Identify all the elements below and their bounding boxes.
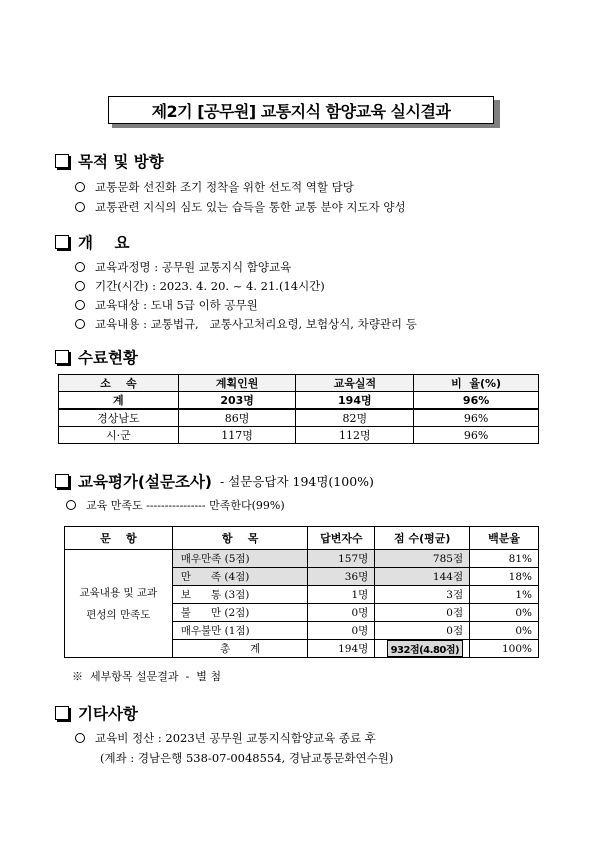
item-text: 교통문화 선진화 조기 정착을 위한 선도적 역할 담당 bbox=[95, 180, 354, 194]
table-cell: 만 족 (4점) bbox=[172, 568, 308, 586]
section-completion-heading bbox=[55, 346, 138, 368]
table-cell: 매우만족 (5점) bbox=[172, 550, 308, 568]
item-text: 교통관련 지식의 심도 있는 습득을 통한 교통 분야 지도자 양성 bbox=[95, 200, 406, 214]
table-cell: 보 통 (3점) bbox=[172, 586, 308, 604]
table-cell: 117명 bbox=[178, 427, 296, 444]
section-evaluation-heading bbox=[55, 470, 374, 492]
header-cell: 교육실적 bbox=[296, 375, 414, 392]
table-cell: 1% bbox=[470, 586, 539, 604]
item-text: 교육 만족도 ---------------- 만족한다(99%) bbox=[86, 499, 285, 512]
header-cell: 점 수(평균) bbox=[375, 527, 470, 550]
item-text: 교육대상 : 도내 5급 이하 공무원 bbox=[95, 298, 258, 312]
header-cell: 답변자수 bbox=[308, 527, 375, 550]
question-cell: 교육내용 및 교과편성의 만족도 bbox=[65, 550, 173, 658]
overview-item-2 bbox=[75, 278, 325, 294]
table-row bbox=[59, 409, 539, 427]
table-cell: 총 계 bbox=[172, 640, 308, 658]
item-text: 교육내용 : 교통법규, 교통사고처리요령, 보험상식, 차량관리 등 bbox=[95, 317, 417, 331]
section-heading-text: 수료현황 bbox=[78, 349, 138, 367]
table-row-total bbox=[59, 392, 539, 410]
item-text: 교육비 정산 : 2023년 공무원 교통지식함양교육 종료 후 bbox=[95, 731, 376, 745]
table-cell: 81% bbox=[470, 550, 539, 568]
table-cell: 불 만 (2점) bbox=[172, 604, 308, 622]
circle-bullet-icon bbox=[75, 262, 85, 272]
table-cell: 194명 bbox=[308, 640, 375, 658]
item-text: 교육과정명 : 공무원 교통지식 함양교육 bbox=[95, 260, 292, 274]
table-cell: 시·군 bbox=[59, 427, 179, 444]
circle-bullet-icon bbox=[75, 733, 85, 743]
header-cell: 백분율 bbox=[470, 527, 539, 550]
overview-item-3 bbox=[75, 297, 258, 313]
checkbox-icon bbox=[55, 235, 69, 249]
circle-bullet-icon bbox=[75, 300, 85, 310]
table-cell: 1명 bbox=[308, 586, 375, 604]
account-info: (계좌 : 경남은행 538-07-0048554, 경남교통문화연수원) bbox=[100, 751, 394, 765]
section-other-heading bbox=[55, 702, 138, 724]
table-cell: 100% bbox=[470, 640, 539, 658]
table-cell: 0점 bbox=[375, 622, 470, 640]
table-cell: 0점 bbox=[375, 604, 470, 622]
table-cell: 144점 bbox=[375, 568, 470, 586]
table-cell: 0명 bbox=[308, 604, 375, 622]
overview-item-4 bbox=[75, 316, 417, 332]
table-row bbox=[59, 427, 539, 444]
header-cell: 비 율(%) bbox=[414, 375, 539, 392]
evaluation-table bbox=[64, 526, 539, 658]
circle-bullet-icon bbox=[75, 202, 85, 212]
header-cell: 소 속 bbox=[59, 375, 179, 392]
table-cell: 계 bbox=[59, 392, 179, 410]
purpose-item-2 bbox=[75, 199, 406, 215]
page-title-box bbox=[108, 96, 496, 126]
checkbox-icon bbox=[55, 350, 69, 364]
table-cell: 0% bbox=[470, 622, 539, 640]
table-cell: 0명 bbox=[308, 622, 375, 640]
header-cell: 항 목 bbox=[172, 527, 308, 550]
page-title: 제2기 [공무원] 교통지식 함양교육 실시결과 bbox=[108, 96, 494, 124]
table-cell: 86명 bbox=[178, 409, 296, 427]
section-overview-heading bbox=[55, 231, 130, 253]
table-cell: 82명 bbox=[296, 409, 414, 427]
table-cell: 157명 bbox=[308, 550, 375, 568]
total-score-cell bbox=[375, 640, 470, 658]
header-cell: 문 항 bbox=[65, 527, 173, 550]
checkbox-icon bbox=[55, 154, 69, 168]
checkbox-icon bbox=[55, 706, 69, 720]
table-cell: 3점 bbox=[375, 586, 470, 604]
other-item-1 bbox=[75, 730, 376, 746]
table-row bbox=[65, 550, 539, 568]
completion-table bbox=[58, 374, 539, 444]
section-heading-text: 개 요 bbox=[78, 234, 130, 252]
section-heading-text: 교육평가(설문조사) bbox=[78, 473, 212, 491]
table-header-row bbox=[59, 375, 539, 392]
overview-item-1 bbox=[75, 259, 291, 275]
purpose-item-1 bbox=[75, 179, 354, 195]
table-cell: 경상남도 bbox=[59, 409, 179, 427]
circle-bullet-icon bbox=[75, 319, 85, 329]
table-cell: 203명 bbox=[178, 392, 296, 410]
section-heading-text: 목적 및 방향 bbox=[78, 153, 164, 171]
header-cell: 계획인원 bbox=[178, 375, 296, 392]
table-cell: 18% bbox=[470, 568, 539, 586]
table-cell: 0% bbox=[470, 604, 539, 622]
table-cell: 96% bbox=[414, 427, 539, 444]
table-cell: 96% bbox=[414, 409, 539, 427]
table-cell: 96% bbox=[414, 392, 539, 410]
circle-bullet-icon bbox=[75, 281, 85, 291]
table-cell: 112명 bbox=[296, 427, 414, 444]
circle-bullet-icon bbox=[75, 182, 85, 192]
circle-bullet-icon bbox=[66, 500, 76, 510]
checkbox-icon bbox=[55, 474, 69, 488]
table-cell: 36명 bbox=[308, 568, 375, 586]
table-cell: 매우불만 (1점) bbox=[172, 622, 308, 640]
evaluation-note: ※ 세부항목 설문결과 - 별 첨 bbox=[72, 670, 221, 683]
table-cell: 785점 bbox=[375, 550, 470, 568]
table-cell: 194명 bbox=[296, 392, 414, 410]
total-score-highlight: 932점(4.80점) bbox=[387, 640, 464, 657]
table-header-row bbox=[65, 527, 539, 550]
section-purpose-heading bbox=[55, 150, 164, 172]
section-subtitle: - 설문응답자 194명(100%) bbox=[219, 474, 374, 489]
item-text: 기간(시간) : 2023. 4. 20. ~ 4. 21.(14시간) bbox=[95, 279, 325, 293]
satisfaction-line bbox=[66, 497, 285, 513]
section-heading-text: 기타사항 bbox=[78, 705, 138, 723]
